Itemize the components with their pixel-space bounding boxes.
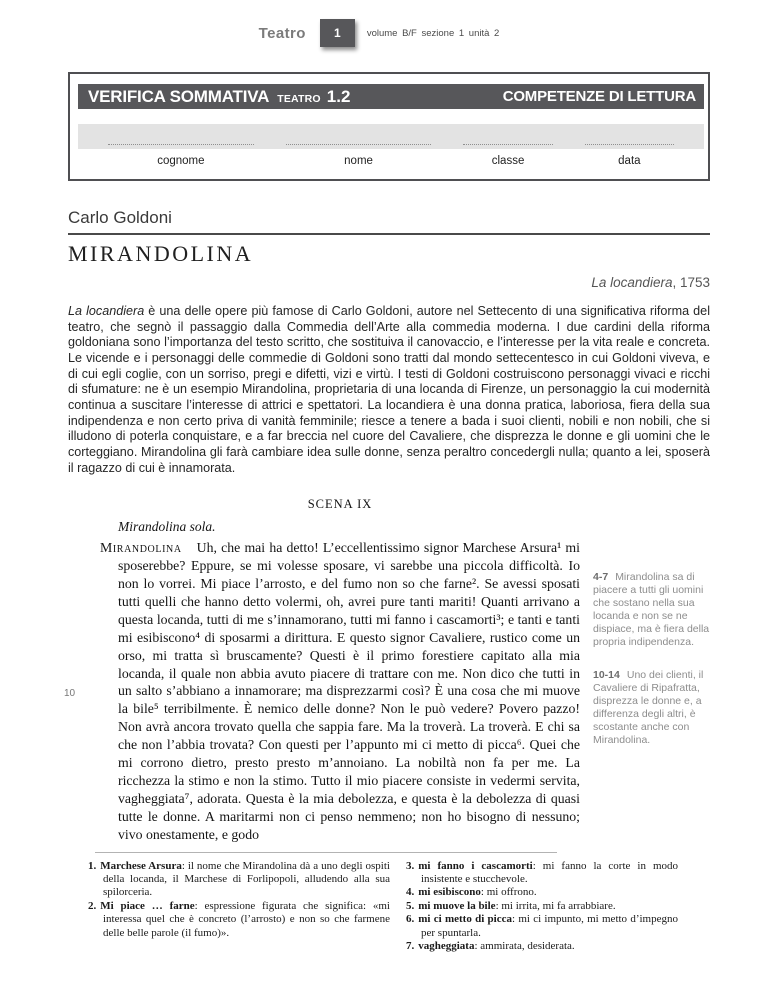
source-year: , 1753 (672, 275, 710, 290)
line-number-marker: 10 (64, 688, 76, 700)
work-title: MIRANDOLINA (68, 241, 254, 266)
footnote-term: mi ci metto di picca (418, 913, 512, 926)
footnotes-rule (95, 852, 557, 853)
speech-text: Uh, che mai ha detto! L’eccellentissimo signor Marchese Arsura¹ mi sposerebbe? Eppure, se mi volesse sposare, vi sarebbe una piccola difficoltà. Io non lo vorrei. Mi piace l’arrosto, e del fumo non so che farne². Se avessi sposati tutti quelli che hanno detto volermi, oh, avrei pure tanti mariti! Quanti arrivano a questa locanda, tutti di me s’innamorano, tutti mi fanno i cascamorti³; e tanti e tanti mi esibiscono⁴ di sposarmi a dirittura. E questo signor Cavaliere, rustico come un orso, mi tratta sì bruscamente? Questi è il primo forestiere capitato alla mia locanda, il quale non abbia avuto piacere di trattare con me. Non dico che tutti in un salto s’abbiano a innamorare; ma disprezzarmi così? È una cosa che mi muove la bile⁵ terribilmente. È nemico delle donne? Non le può vedere? Povero pazzo! Non avrà ancora trovato quella che sappia fare. Ma la troverà. La troverà. E chi sa che non l’abbia trovata? Con questi per l’appunto mi ci metto di picca⁶. Quei che mi corrono dietro, presto presto m’annoiano. La nobiltà non fa per me. La ricchezza la stimo e non la stimo. Tutto il mio piacere consiste in vedermi servita, vagheggiata⁷, adorata. Questa è la mia debolezza, e questa è la debolezza di quasi tutte le donne. A maritarmi non ci penso nemmeno; non ho bisogno di nessuno; vivo onestamente, e godo (118, 540, 580, 842)
scene-text-column (64, 497, 580, 843)
verifica-number: 1.2 (326, 86, 351, 106)
chapter-badge: 1 (320, 19, 355, 47)
verifica-title: VERIFICA SOMMATIVA (88, 86, 270, 106)
note-text: Mirandolina sa di piacere a tutti gli uomini che sostano nella sua locanda e non se ne dispiace, ma è fiera della propria indipendenza. (593, 571, 710, 649)
verifica-banner (78, 84, 704, 109)
fill-in-labels (78, 155, 704, 167)
margin-note (593, 571, 721, 649)
footnote-definition: : il nome che Mirandolina dà a uno degli ospiti della locanda, il Marchese di Forlipopoli, alludendo alla sua spilorceria. (103, 859, 390, 899)
author-rule (68, 233, 710, 235)
speaker-name: Mirandolina (100, 540, 182, 556)
footnote-definition: : mi irrita, mi fa arrabbiare. (495, 899, 616, 912)
footnote (406, 900, 678, 913)
footnote (406, 940, 678, 953)
speech-paragraph (64, 539, 580, 843)
volume-meta: volume B/F sezione 1 unità 2 (366, 27, 500, 39)
verifica-competenze: COMPETENZE DI LETTURA (502, 88, 696, 105)
footnote-number: 4. (406, 886, 415, 899)
footnote-definition: : mi offrono. (480, 886, 537, 899)
classe-line (463, 143, 552, 145)
footnote-number: 5. (406, 899, 415, 912)
footnote (406, 913, 678, 940)
footnote (88, 860, 390, 900)
footnote-definition: : mi ci impunto, mi metto d’impegno per spuntarla. (421, 913, 678, 939)
work-heading (68, 208, 710, 290)
note-line-range: 10-14 (593, 669, 620, 682)
footnotes-left-column (88, 860, 390, 954)
section-label: Teatro (258, 24, 306, 42)
verifica-box (68, 72, 710, 181)
verifica-banner-left (88, 87, 350, 107)
introduction-paragraph (68, 304, 710, 476)
footnote-term: mi fanno i cascamorti (418, 859, 533, 872)
note-text: Uno dei clienti, il Cavaliere di Ripafratta, disprezza le donne e, a differenza degli altri, è scostante anche con Mirandolina. (593, 669, 704, 747)
footnote-number: 2. (88, 899, 97, 912)
footnote-term: vagheggiata (418, 940, 475, 953)
source-title: La locandiera (591, 275, 673, 290)
data-label: data (618, 155, 641, 167)
footnote-term: mi esibiscono (418, 886, 481, 899)
cognome-line (108, 143, 254, 145)
footnote-definition: : espressione figurata che significa: «mi interessa quel che è concreto (l’arrosto) e non so che farmene delle belle parole (il fumo)». (103, 899, 390, 939)
nome-line (286, 143, 432, 145)
footnote-number: 3. (406, 859, 415, 872)
footnote-number: 7. (406, 940, 415, 953)
source-line (68, 275, 710, 290)
footnote-definition: : ammirata, desiderata. (474, 940, 575, 953)
author-name: Carlo Goldoni (68, 208, 172, 227)
margin-notes (593, 497, 721, 843)
footnotes-section (68, 852, 710, 954)
footnotes-right-column (406, 860, 678, 954)
footnote-number: 6. (406, 913, 415, 926)
footnote-number: 1. (88, 859, 97, 872)
verifica-subtitle: TEATRO (277, 92, 321, 105)
footnote (406, 860, 678, 887)
footnotes-columns (88, 860, 710, 954)
footnote (88, 900, 390, 940)
scene-section (64, 497, 710, 843)
fill-in-strip (78, 124, 704, 149)
footnote-definition: : mi fanno la corte in modo insistente e stucchevole. (421, 859, 679, 886)
note-line-range: 4-7 (593, 571, 609, 584)
footnote-term: Marchese Arsura (100, 859, 182, 872)
stage-direction: Mirandolina sola. (118, 519, 216, 535)
nome-label: nome (344, 155, 373, 167)
margin-note (593, 669, 721, 747)
running-header (48, 18, 710, 48)
footnote-term: mi muove la bile (418, 899, 496, 912)
intro-body: è una delle opere più famose di Carlo Goldoni, autore nel Settecento di una significativa riforma del teatro, che segnò il passaggio dalla Commedia dell’Arte alla commedia moderna. I due cardini della riforma goldoniana sono l’importanza del testo scritto, che sostituiva il canovaccio, e l’interesse per la vita reale e concreta. Le vicende e i personaggi delle commedie di Goldoni sono tratti dal mondo settecentesco in cui Goldoni viveva, e di cui egli coglie, con un sorriso, pregi e difetti, vizi e virtù. I testi di Goldoni costruiscono personaggi vivaci e ricchi di sfumature: ne è un esempio Mirandolina, proprietaria di una locanda di Firenze, un personaggio la cui modernità continua a suscitare l’interesse di attrici e spettatori. La locandiera è una donna pratica, laboriosa, fiera della sua indipendenza e non certo priva di vanità femminile; riesce a tenere a bada i suoi clienti, nobili e non nobili, che si illudono di poterla conquistare, e a far breccia nel cuore del Cavaliere, che disprezza le donne e gli uomini che le corteggiano. Mirandolina gli farà cambiare idea sulle donne, senza peraltro concedergli nulla; quanto a lei, sposerà il ragazzo di cui è innamorata. (68, 304, 710, 475)
intro-lead-italic: La locandiera (68, 304, 145, 318)
data-line (585, 143, 674, 145)
footnote (406, 886, 678, 899)
scene-heading: SCENA IX (307, 497, 373, 512)
cognome-label: cognome (157, 155, 205, 167)
footnote-term: Mi piace … farne (100, 899, 195, 912)
classe-label: classe (491, 155, 525, 167)
